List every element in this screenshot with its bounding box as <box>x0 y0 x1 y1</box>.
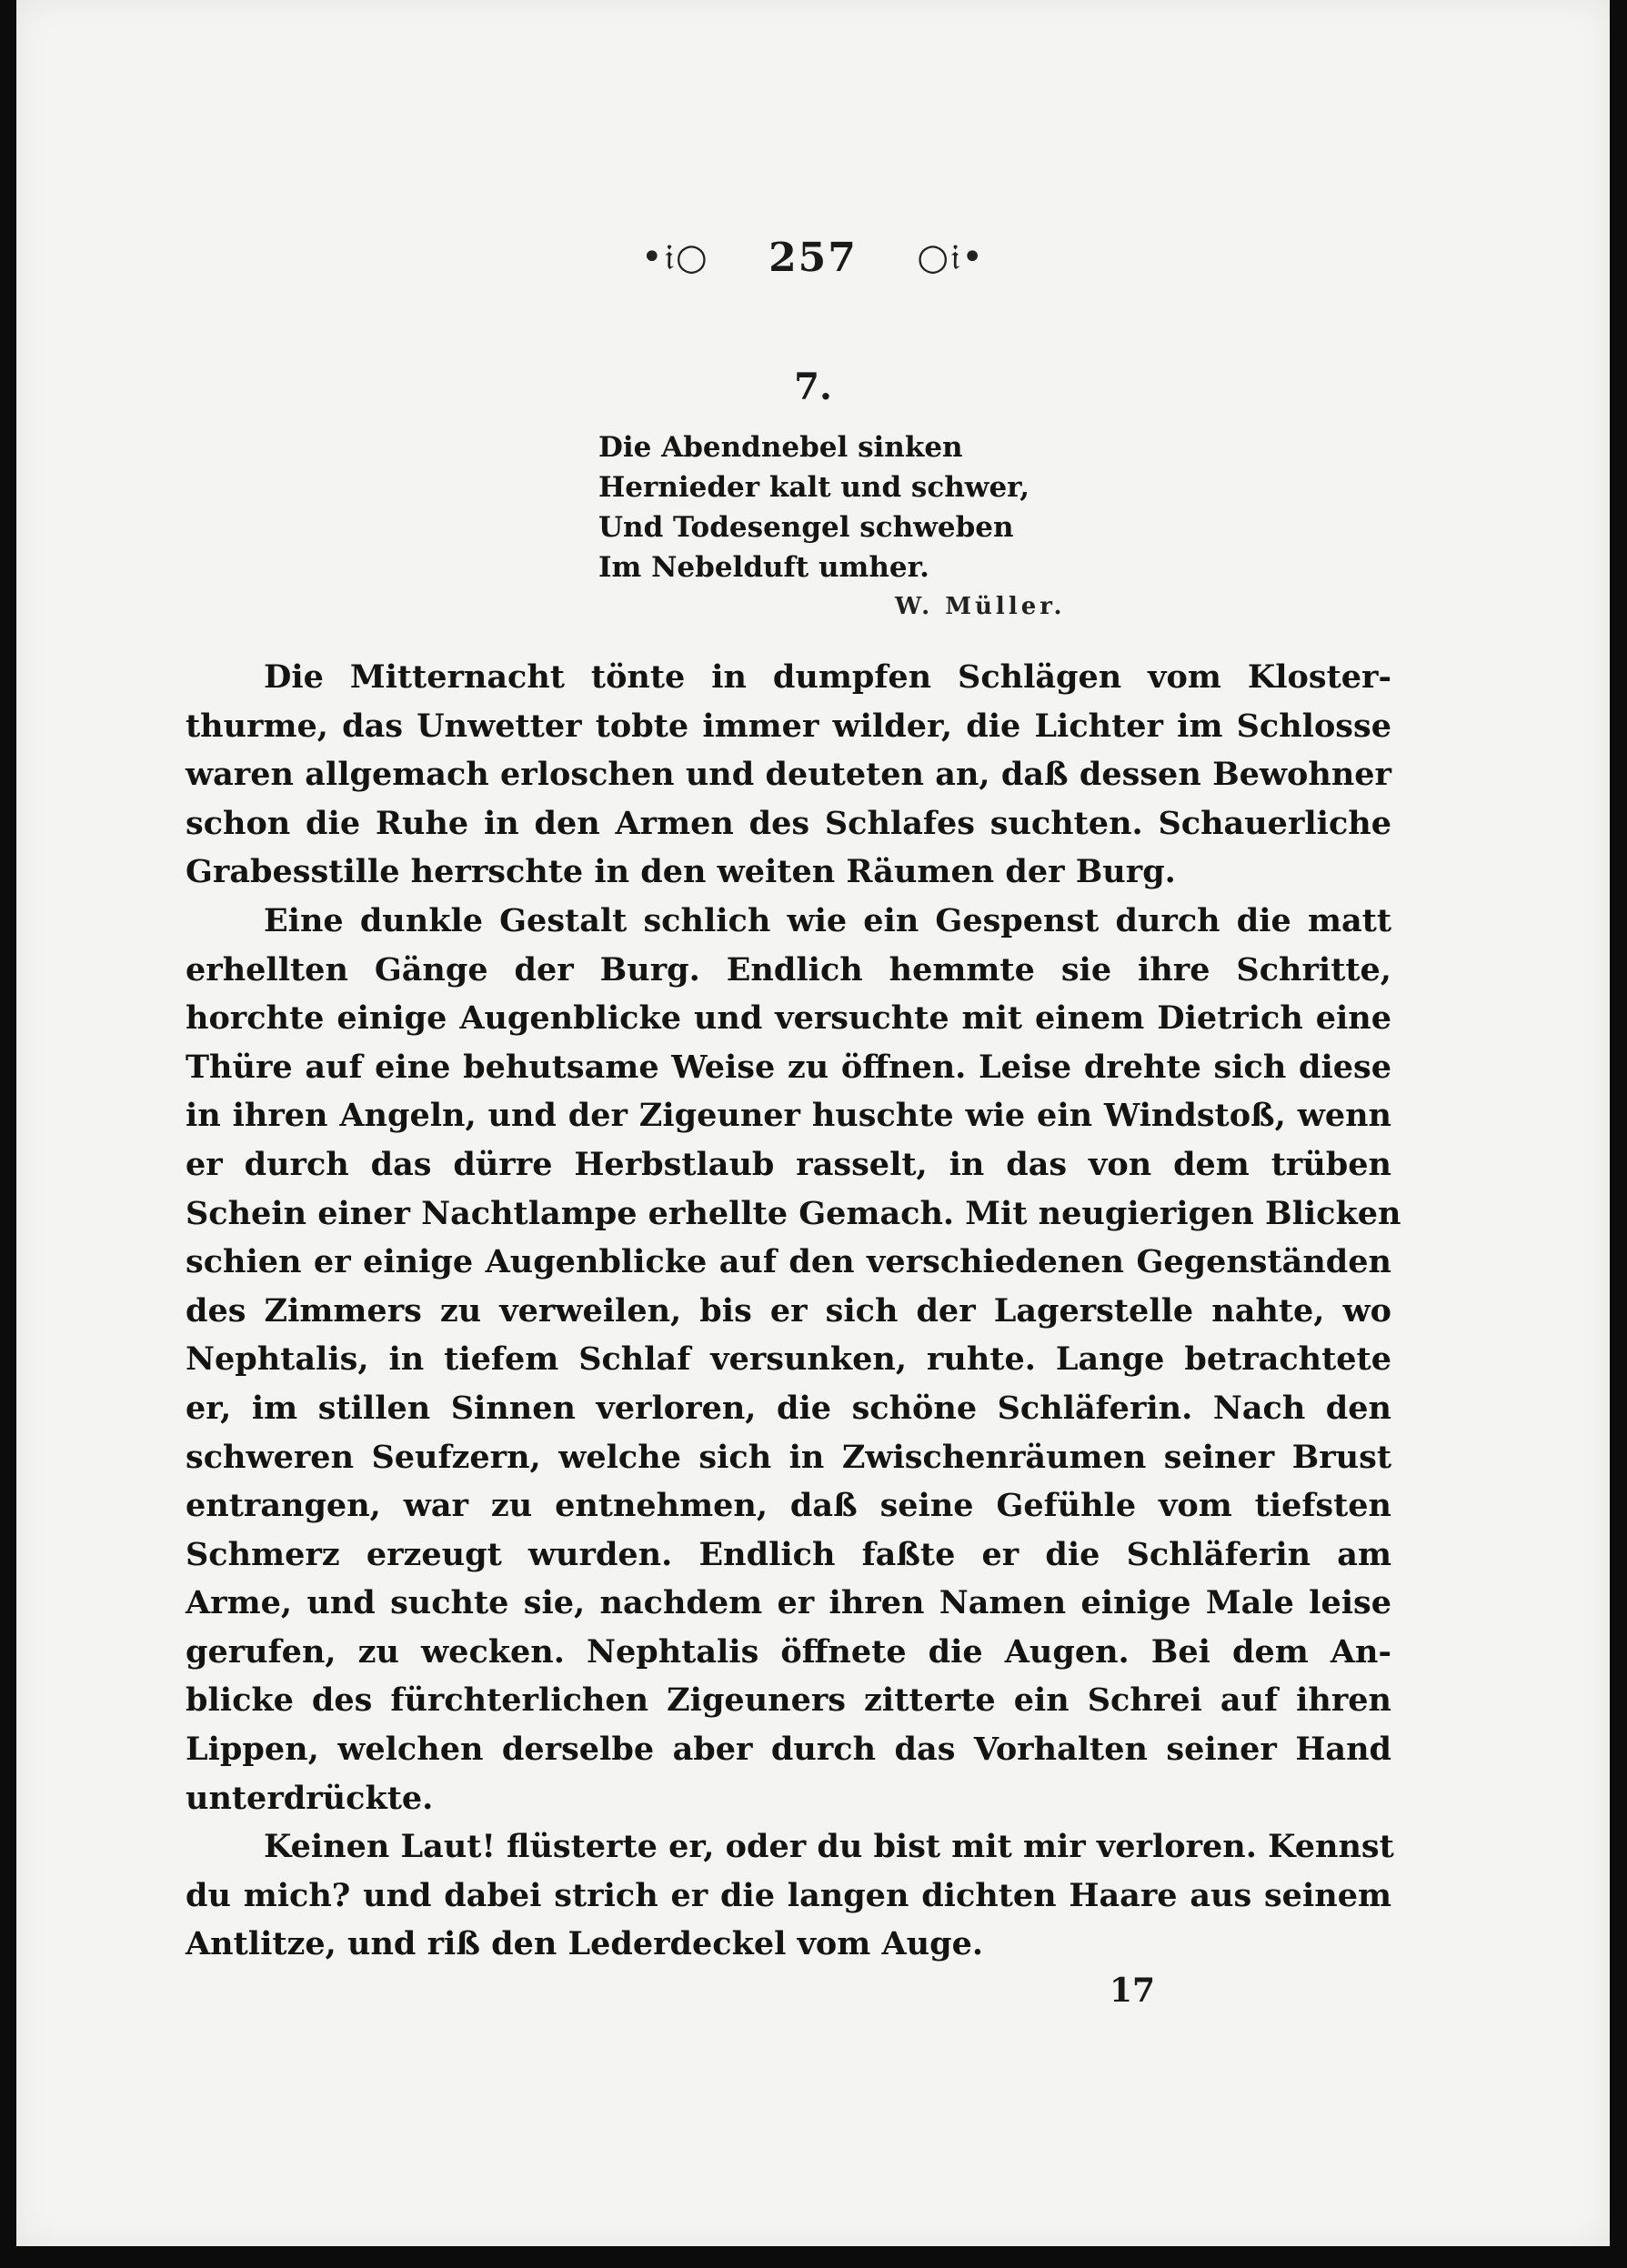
text-line: entrangen, war zu entnehmen, daß seine Gefühle vom tiefsten <box>186 1487 1391 1525</box>
running-header <box>16 235 1610 281</box>
text-line: du mich? und dabei strich er die langen dichten Haare aus seinem <box>186 1876 1391 1914</box>
text-line: horchte einige Augenblicke und versuchte mit einem Dietrich eine <box>186 999 1391 1038</box>
text-line: waren allgemach erloschen und deuteten an, daß dessen Bewohner <box>186 756 1391 794</box>
text-line: er, im stillen Sinnen verloren, die schöne Schläferin. Nach den <box>186 1389 1391 1427</box>
text-line: Schein einer Nachtlampe erhellte Gemach. Mit neugierigen Blicken <box>186 1194 1401 1232</box>
text-line: Thüre auf eine behutsame Weise zu öffnen. Leise drehte sich diese <box>186 1048 1391 1086</box>
epigraph <box>598 427 1108 587</box>
epigraph-line: Hernieder kalt und schwer, <box>598 471 1030 504</box>
book-page <box>16 0 1610 2246</box>
text-line: Antlitze, und riß den Lederdeckel vom Auge. <box>186 1925 984 1963</box>
text-line: schien er einige Augenblicke auf den verschiedenen Gegenständen <box>186 1243 1391 1281</box>
epigraph-attribution: W. Müller. <box>895 593 1066 620</box>
text-line: schweren Seufzern, welche sich in Zwischenräumen seiner Brust <box>186 1438 1391 1476</box>
ornament-left: •𝔦○ <box>640 236 709 278</box>
text-line: Die Mitternacht tönte in dumpfen Schlägen vom Kloster- <box>264 658 1391 696</box>
text-line: Eine dunkle Gestalt schlich wie ein Gespenst durch die matt <box>264 901 1391 939</box>
text-line: Lippen, welchen derselbe aber durch das Vorhalten seiner Hand <box>186 1731 1391 1769</box>
text-line: unterdrückte. <box>186 1779 434 1817</box>
text-line: Grabesstille herrschte in den weiten Räumen der Burg. <box>186 853 1176 891</box>
text-line: thurme, das Unwetter tobte immer wilder, die Lichter im Schlosse <box>186 707 1391 745</box>
text-line: blicke des fürchterlichen Zigeuners zitterte ein Schrei auf ihren <box>186 1681 1391 1720</box>
text-line: er durch das dürre Herbstlaub rasselt, in das von dem trüben <box>186 1145 1391 1183</box>
signature-mark: 17 <box>1110 1972 1156 2010</box>
text-line: Nephtalis, in tiefem Schlaf versunken, ruhte. Lange betrachtete <box>186 1340 1391 1379</box>
epigraph-line: Und Todesengel schweben <box>598 511 1014 544</box>
text-line: gerufen, zu wecken. Nephtalis öffnete die Augen. Bei dem An- <box>186 1632 1391 1671</box>
epigraph-line: Im Nebelduft umher. <box>598 551 929 584</box>
text-line: Keinen Laut! flüsterte er, oder du bist mit mir verloren. Kennst <box>264 1828 1394 1866</box>
text-line: des Zimmers zu verweilen, bis er sich der Lagerstelle nahte, wo <box>186 1291 1391 1330</box>
text-line: Schmerz erzeugt wurden. Endlich faßte er die Schläferin am <box>186 1535 1391 1573</box>
chapter-number: 7. <box>794 366 832 408</box>
text-line: schon die Ruhe in den Armen des Schlafes suchten. Schauerliche <box>186 804 1391 842</box>
text-line: Arme, und suchte sie, nachdem er ihren Namen einige Male leise <box>186 1584 1391 1622</box>
body-text <box>186 653 1401 1969</box>
text-line: in ihren Angeln, und der Zigeuner huschte wie ein Windstoß, wenn <box>186 1097 1391 1135</box>
epigraph-line: Die Abendnebel sinken <box>598 431 963 464</box>
text-line: erhellten Gänge der Burg. Endlich hemmte sie ihre Schritte, <box>186 950 1391 988</box>
page-number: 257 <box>768 235 858 281</box>
ornament-right: ○𝔦• <box>917 236 985 278</box>
